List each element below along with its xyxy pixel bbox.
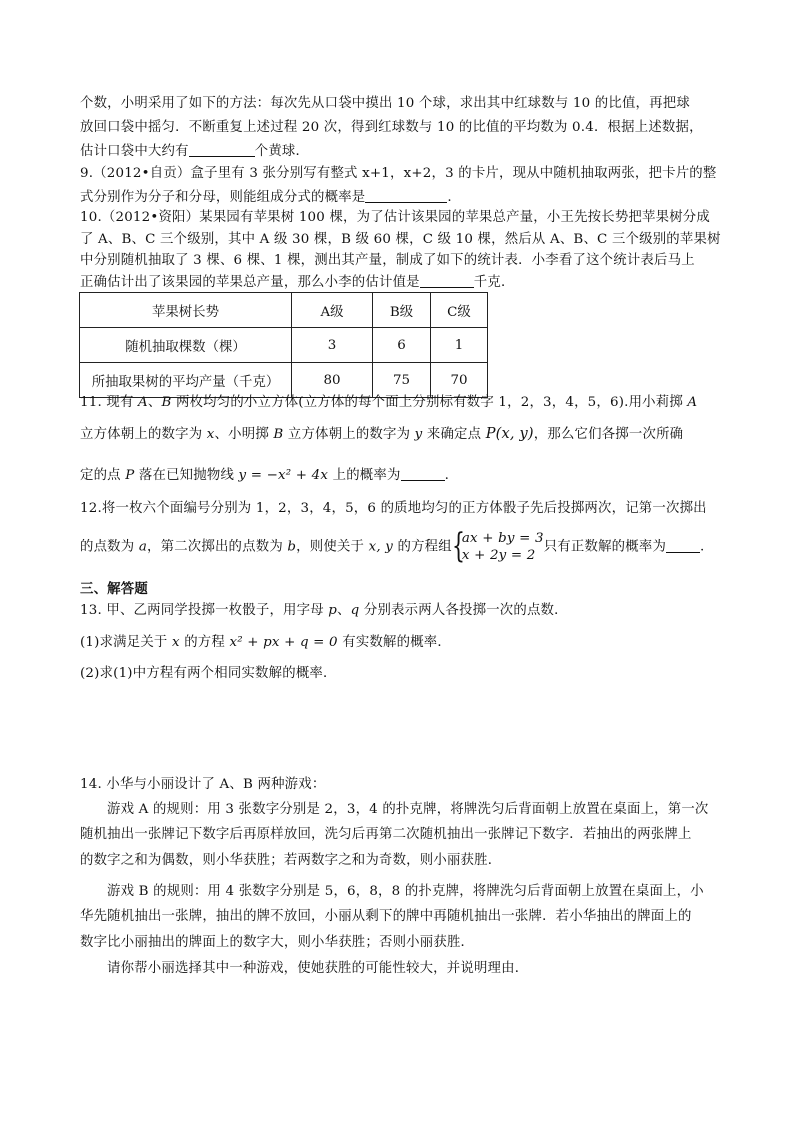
q12-line-2: [80, 526, 705, 566]
q11-text: 两枚均匀的小立方体(立方体的每个面上分别标有数字 1，2，3，4，5，6).用小莉掷: [171, 395, 688, 410]
q8-line-2: 放回口袋中摇匀．不断重复上述过程 20 次，得到红球数与 10 的比值的平均数为 0.4．根据上述数据，: [80, 120, 703, 135]
answer-blank: [666, 538, 700, 553]
q12-line-1: 12.将一枚六个面编号分别为 1，2，3，4，5，6 的质地均匀的正方体骰子先后投掷两次，记第一次掷出: [80, 501, 707, 516]
q13-text: 13. 甲、乙两同学投掷一枚骰子，用字母: [80, 603, 329, 618]
apple-tree-stats-table: [79, 292, 488, 398]
table-cell: 3: [292, 328, 373, 363]
q11-text: 上的概率为: [328, 468, 401, 483]
q14-line-2: 游戏 A 的规则：用 3 张数字分别是 2，3，4 的扑克牌，将牌洗匀后背面朝上放置在桌面上，第一次: [107, 802, 709, 817]
q13-var-p: p: [328, 603, 338, 618]
q9-line-2: [80, 188, 452, 207]
q11-line-3: [80, 466, 449, 485]
parabola-equation: y = −x² + 4x: [238, 468, 329, 483]
q11-text: 、: [147, 395, 162, 410]
answer-blank: [189, 142, 255, 157]
q11-var-y: y: [414, 427, 423, 442]
q8-text-end: 个黄球．: [254, 144, 310, 159]
q11-text: 定的点: [80, 468, 126, 483]
equation-system: [451, 526, 544, 566]
q12-var-b: b: [287, 539, 297, 555]
table-header-cell: A级: [292, 293, 373, 328]
equation-row: x + 2y = 2: [461, 548, 536, 563]
q11-var-a: A: [138, 395, 148, 410]
table-cell: 80: [292, 363, 373, 398]
q10-text-end: 千克．: [473, 275, 515, 290]
q10-line-4: [80, 273, 515, 292]
q12-text: 只有正数解的概率为: [543, 539, 667, 555]
q10-line-2: 了 A、B、C 三个级别，其中 A 级 30 棵，B 级 60 棵，C 级 10 棵，然后从 A、B、C 三个级别的苹果树: [80, 232, 721, 247]
q8-line-3: [80, 142, 309, 161]
q13-line-3: (2)求(1)中方程有两个相同实数解的概率．: [80, 666, 337, 681]
q13-text: (1)求满足关于: [80, 635, 172, 650]
q11-text-end: .: [444, 468, 450, 483]
table-header-row: [80, 293, 488, 328]
q11-text: ，那么它们各掷一次所确: [533, 427, 684, 442]
section-heading: 三、解答题: [80, 581, 148, 597]
table-cell: 75: [373, 363, 431, 398]
q10-line-1: 10.（2012•资阳）某果园有苹果树 100 棵，为了估计该果园的苹果总产量，小王先按长势把苹果树分成: [80, 210, 710, 225]
q13-line-2: [80, 634, 451, 652]
q8-line-1: 个数，小明采用了如下的方法：每次先从口袋中摸出 10 个球，求出其中红球数与 10 的比值，再把球: [80, 96, 690, 111]
q13-text: 的方程: [179, 635, 230, 650]
q12-var-a: a: [138, 539, 148, 555]
q11-text: 来确定点: [422, 427, 486, 442]
answer-blank: [420, 273, 474, 288]
q14-line-8: 请你帮小丽选择其中一种游戏，使她获胜的可能性较大，并说明理由．: [107, 961, 529, 976]
equation-row: ax + by = 3: [461, 531, 544, 546]
table-header-cell: C级: [431, 293, 488, 328]
q9-text-end: .: [447, 190, 452, 205]
q13-text: 分别表示两人各投掷一次的点数．: [359, 603, 568, 618]
q11-var-b: B: [273, 427, 284, 442]
q14-line-3: 随机抽出一张牌记下数字后再原样放回，洗匀后再第二次随机抽出一张牌记下数字．若抽出的两张牌上: [80, 827, 692, 842]
q11-text: 、小明掷: [214, 427, 274, 442]
quadratic-equation: x² + px + q = 0: [229, 635, 338, 650]
table-cell: 所抽取果树的平均产量（千克）: [80, 363, 292, 398]
answer-blank: [401, 466, 445, 481]
q11-var-b: B: [161, 395, 172, 410]
q11-line-1: [80, 394, 697, 412]
q14-line-1: 14. 小华与小丽设计了 A、B 两种游戏：: [80, 777, 326, 792]
brace-icon: {: [451, 526, 465, 566]
q11-point-p: P: [125, 468, 135, 483]
q14-line-7: 数字比小丽抽出的牌面上的数字大，则小华获胜；否则小丽获胜．: [80, 935, 475, 950]
table-cell: 1: [431, 328, 488, 363]
answer-blank: [365, 188, 447, 203]
q13-text: 、: [337, 603, 351, 618]
q13-var-x: x: [171, 635, 180, 650]
q9-line-1: 9.（2012•自贡）盒子里有 3 张分别写有整式 x+1，x+2，3 的卡片，现从中随机抽取两张，把卡片的整: [80, 166, 717, 181]
q12-text: 的点数为: [80, 539, 139, 555]
q13-var-q: q: [350, 603, 360, 618]
q10-line-3: 中分别随机抽取了 3 棵、6 棵、1 棵，测出其产量，制成了如下的统计表．小李看了这个统计表后马上: [80, 253, 695, 268]
table-row: [80, 363, 488, 398]
q14-line-5: 游戏 B 的规则：用 4 张数字分别是 5，6，8，8 的扑克牌，将牌洗匀后背面朝上放置在桌面上，小: [107, 884, 704, 899]
q11-point-p: P(x, y): [485, 426, 534, 442]
q12-var-xy: x, y: [368, 539, 394, 555]
q8-text: 估计口袋中大约有: [80, 144, 189, 159]
q12-text: ，则使关于: [296, 539, 369, 555]
q12-text-end: .: [700, 539, 705, 555]
q12-text: 的方程组: [393, 539, 452, 555]
q9-text: 式分别作为分子和分母，则能组成分式的概率是: [80, 190, 366, 205]
q13-line-1: [80, 602, 568, 620]
q11-text: 落在已知抛物线: [134, 468, 239, 483]
q14-line-6: 华先随机抽出一张牌，抽出的牌不放回，小丽从剩下的牌中再随机抽出一张牌．若小华抽出的牌面上的: [80, 909, 692, 924]
q14-line-4: 的数字之和为偶数，则小华获胜；若两数字之和为奇数，则小丽获胜．: [80, 853, 502, 868]
q12-text: ，第二次掷出的点数为: [147, 539, 288, 555]
q11-text: 立方体朝上的数字为: [283, 427, 415, 442]
q11-var-x: x: [206, 427, 215, 442]
q10-text: 正确估计出了该果园的苹果总产量，那么小李的估计值是: [80, 275, 420, 290]
table-cell: 随机抽取棵数（棵）: [80, 328, 292, 363]
q11-line-2: [80, 425, 683, 444]
table-header-cell: B级: [373, 293, 431, 328]
table-row: [80, 328, 488, 363]
q13-text: 有实数解的概率．: [337, 635, 451, 650]
q11-text: 立方体朝上的数字为: [80, 427, 207, 442]
table-cell: 6: [373, 328, 431, 363]
table-header-cell: 苹果树长势: [80, 293, 292, 328]
q11-var-a: A: [687, 395, 698, 410]
q11-text: 11. 现有: [80, 395, 138, 410]
table-cell: 70: [431, 363, 488, 398]
